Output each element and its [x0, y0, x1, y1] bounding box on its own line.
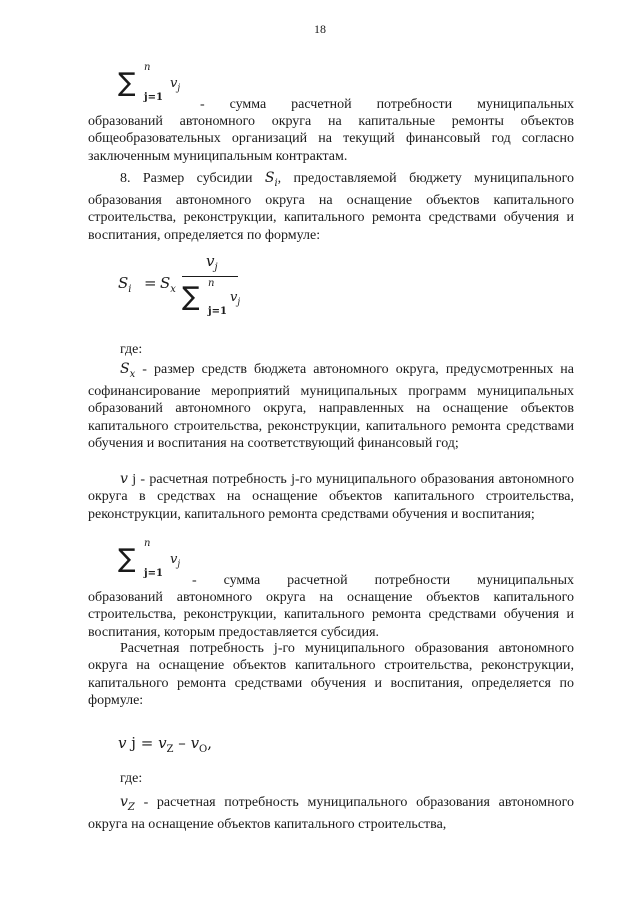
formula1-sigma: ∑	[182, 282, 200, 312]
def-sum-text: образований автономного округа на оснащение объектов капитального строительства, реконструкции, капитального ремонта средствами обучения и воспитания, которым предоставляется субсидия.	[88, 590, 574, 640]
sum2-lower-limit: j=1	[144, 568, 163, 579]
page-number: 18	[314, 22, 326, 36]
sum-upper-limit: n	[144, 62, 151, 73]
formula1-den-term: $v_j$	[230, 290, 241, 308]
sum-lower-limit: j=1	[144, 92, 163, 103]
formula1-numerator: $v_j$	[206, 252, 218, 273]
def-vj: v j - расчетная потребность j-го муниципального образования автономного округа в средствах на оснащение объектов капитального строительства, реконструкции, капитального ремонта средствами обучения и воспитания;	[88, 471, 575, 522]
def-sum-tail: - сумма расчетной потребности муниципальных	[192, 573, 574, 588]
fraction-bar	[182, 276, 238, 277]
sum-expression-1	[118, 62, 198, 106]
sigma-symbol: ∑	[118, 68, 136, 98]
formula1-eq: =	[144, 274, 157, 292]
formula1-lhs: $S_i$	[118, 274, 132, 295]
where-label-2: где:	[120, 771, 143, 786]
formula-need: v $j = v_Z - v_O$,	[118, 734, 213, 755]
para1-sum-tail: - сумма расчетной потребности муниципальных	[200, 97, 574, 112]
sum2-term: $v_j$	[170, 552, 181, 570]
para2-text: 8. Размер субсидии $S_i$, предоставляемой бюджету муниципального образования автономного округа на оснащение объектов капитального строительства, реконструкции, капитального ремонта средствами обучения и воспитания, определяется по формуле:	[88, 170, 574, 243]
def-sx: $S_x$ - размер средств бюджета автономного округа, предусмотренных на софинансирование мероприятий муниципальных программ муниципальных образований автономного округа, направленных на оснащение объектов капитального строительства, реконструкции, капитального ремонта средствами обучения и воспитания на соответствующий финансовый год;	[88, 361, 575, 451]
para1-text: образований автономного округа на капитальные ремонты объектов общеобразовательных организаций на текущий финансовый год согласно заключенным муниципальным контрактам.	[88, 114, 574, 164]
def-vz: $v_Z$ - расчетная потребность муниципального образования автономного округа на оснащение объектов капитального строительства,	[88, 794, 575, 833]
formula1-upper: n	[208, 278, 215, 289]
symbol-vj: v	[120, 471, 128, 487]
sum-expression-2	[118, 538, 198, 582]
where-label-1: где:	[120, 342, 143, 357]
sigma-symbol-2: ∑	[118, 544, 136, 574]
symbol-sx: $S_x$	[120, 361, 136, 380]
para3-text: Расчетная потребность j-го муниципального образования автономного округа на оснащение объектов капитального строительства, реконструкции, капитального ремонта средствами обучения и воспитания, определяется по формуле:	[88, 641, 574, 708]
sum-term: $v_j$	[170, 76, 181, 94]
formula1-lower: j=1	[208, 306, 227, 317]
sum2-upper-limit: n	[144, 538, 151, 549]
formula1-factor: $S_x$	[160, 274, 176, 295]
formula-subsidy	[118, 250, 278, 322]
symbol-vz: $v_Z$	[120, 794, 135, 813]
symbol-si: $S_i$	[264, 170, 278, 189]
